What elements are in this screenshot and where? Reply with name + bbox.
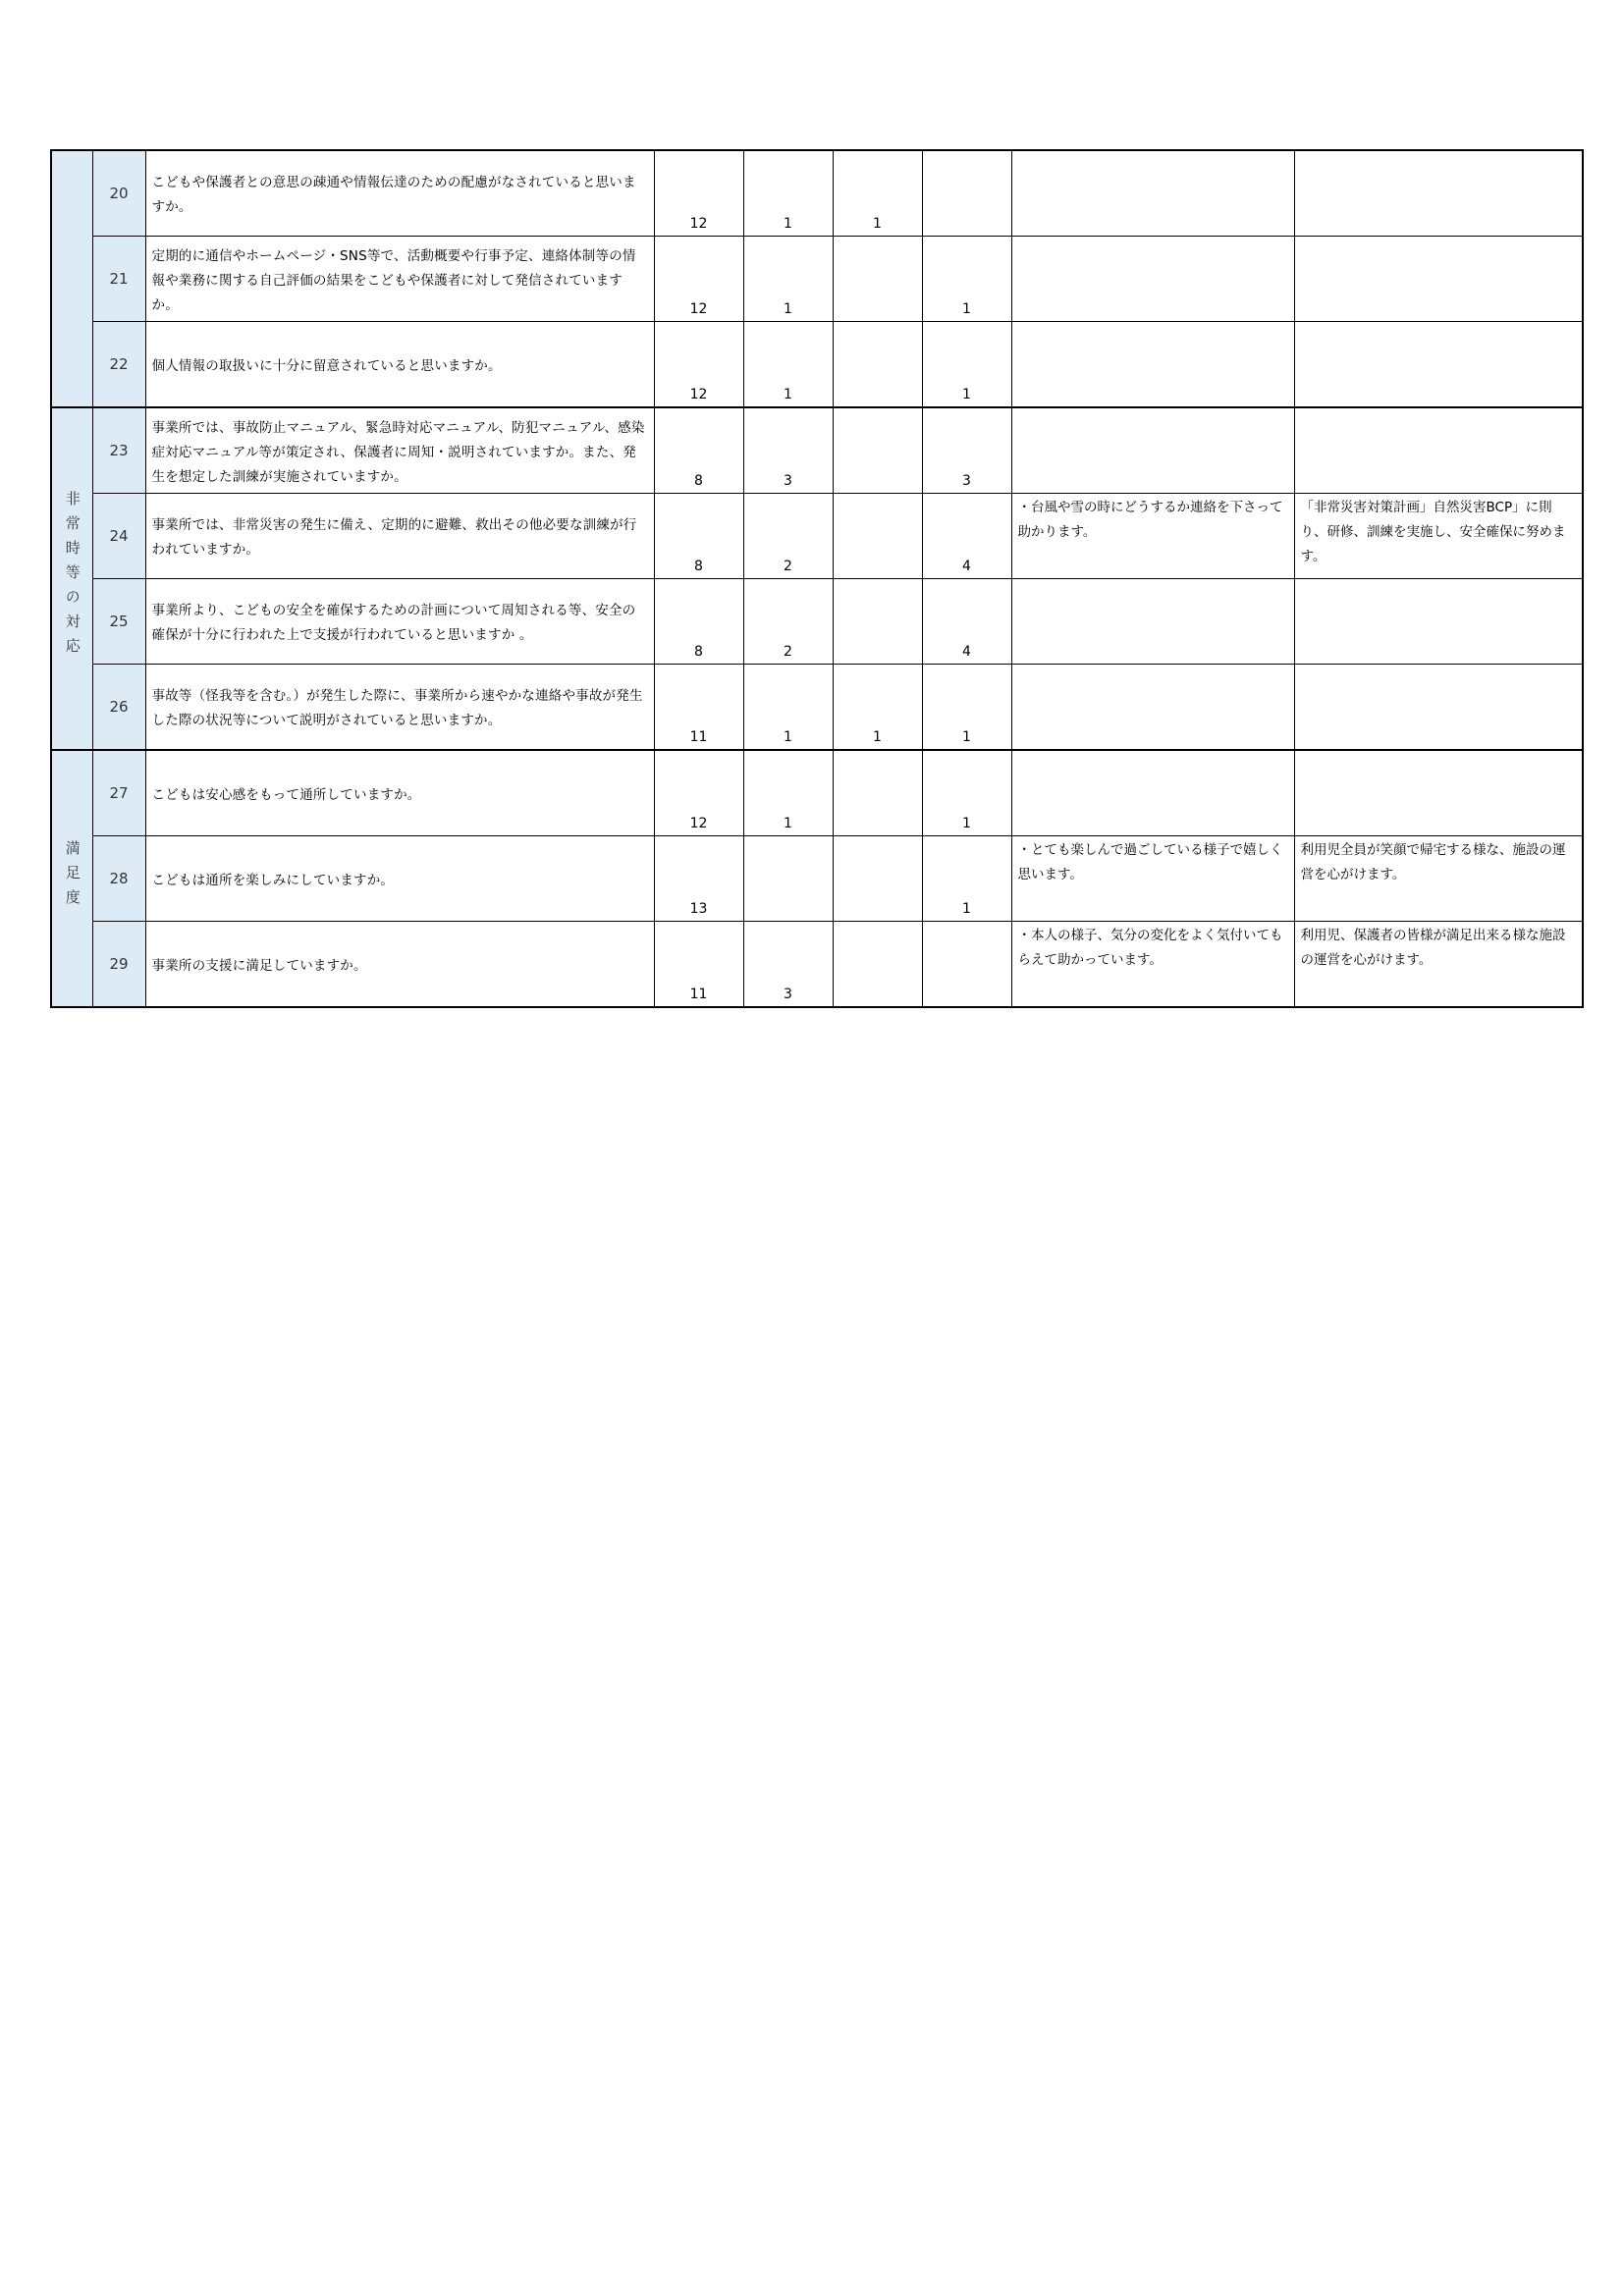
count-unknown	[922, 150, 1011, 237]
count-no	[833, 750, 922, 836]
table-row	[51, 407, 1583, 494]
facility-response: 利用児、保護者の皆様が満足出来る様な施設の運営を心がけます。	[1294, 922, 1583, 1008]
count-yes: 11	[654, 665, 743, 751]
facility-response	[1294, 322, 1583, 408]
count-no	[833, 237, 922, 322]
facility-response: 利用児全員が笑顔で帰宅する様な、施設の運営を心がけます。	[1294, 836, 1583, 922]
count-unknown	[922, 922, 1011, 1008]
count-unknown: 1	[922, 836, 1011, 922]
count-neutral: 2	[743, 579, 833, 665]
row-number: 23	[92, 407, 145, 494]
row-number: 25	[92, 579, 145, 665]
count-no	[833, 494, 922, 579]
facility-response	[1294, 665, 1583, 751]
count-neutral: 3	[743, 922, 833, 1008]
table-row	[51, 836, 1583, 922]
table-row	[51, 150, 1583, 237]
facility-response	[1294, 407, 1583, 494]
count-no	[833, 407, 922, 494]
count-yes: 12	[654, 150, 743, 237]
guardian-comment	[1011, 407, 1294, 494]
guardian-comment	[1011, 237, 1294, 322]
count-unknown: 1	[922, 322, 1011, 408]
row-number: 24	[92, 494, 145, 579]
question-text: 事業所の支援に満足していますか。	[145, 922, 654, 1008]
table-row	[51, 322, 1583, 408]
row-number: 29	[92, 922, 145, 1008]
facility-response	[1294, 750, 1583, 836]
category-cell	[51, 750, 92, 1007]
count-yes: 11	[654, 922, 743, 1008]
count-unknown: 1	[922, 665, 1011, 751]
count-yes: 8	[654, 579, 743, 665]
category-label: 非常時等の対応	[63, 491, 81, 663]
count-neutral: 1	[743, 237, 833, 322]
count-neutral: 1	[743, 322, 833, 408]
question-text: 個人情報の取扱いに十分に留意されていると思いますか。	[145, 322, 654, 408]
facility-response	[1294, 237, 1583, 322]
category-label: 満足度	[63, 839, 81, 914]
row-number: 28	[92, 836, 145, 922]
evaluation-table	[50, 149, 1584, 1008]
guardian-comment	[1011, 750, 1294, 836]
table-row	[51, 579, 1583, 665]
count-unknown: 3	[922, 407, 1011, 494]
count-no: 1	[833, 150, 922, 237]
count-unknown: 1	[922, 750, 1011, 836]
table-row	[51, 750, 1583, 836]
count-no	[833, 836, 922, 922]
row-number: 27	[92, 750, 145, 836]
guardian-comment	[1011, 579, 1294, 665]
guardian-comment	[1011, 322, 1294, 408]
question-text: 事故等（怪我等を含む。）が発生した際に、事業所から速やかな連絡や事故が発生した際の状況等について説明がされていると思いますか。	[145, 665, 654, 751]
count-no: 1	[833, 665, 922, 751]
count-no	[833, 922, 922, 1008]
row-number: 22	[92, 322, 145, 408]
count-neutral: 3	[743, 407, 833, 494]
count-neutral: 1	[743, 750, 833, 836]
guardian-comment	[1011, 150, 1294, 237]
count-yes: 12	[654, 237, 743, 322]
count-yes: 12	[654, 750, 743, 836]
table-row	[51, 922, 1583, 1008]
count-neutral: 1	[743, 150, 833, 237]
table-row	[51, 494, 1583, 579]
count-no	[833, 322, 922, 408]
question-text: 事業所では、事故防止マニュアル、緊急時対応マニュアル、防犯マニュアル、感染症対応マニュアル等が策定され、保護者に周知・説明されていますか。また、発生を想定した訓練が実施されていますか。	[145, 407, 654, 494]
count-neutral	[743, 836, 833, 922]
row-number: 26	[92, 665, 145, 751]
count-no	[833, 579, 922, 665]
guardian-comment: ・本人の様子、気分の変化をよく気付いてもらえて助かっています。	[1011, 922, 1294, 1008]
table-row	[51, 237, 1583, 322]
question-text: 定期的に通信やホームページ・SNS等で、活動概要や行事予定、連絡体制等の情報や業務に関する自己評価の結果をこどもや保護者に対して発信されていますか。	[145, 237, 654, 322]
facility-response	[1294, 579, 1583, 665]
count-yes: 8	[654, 407, 743, 494]
table-row	[51, 665, 1583, 751]
count-yes: 12	[654, 322, 743, 408]
question-text: 事業所では、非常災害の発生に備え、定期的に避難、救出その他必要な訓練が行われていますか。	[145, 494, 654, 579]
count-neutral: 2	[743, 494, 833, 579]
count-neutral: 1	[743, 665, 833, 751]
category-cell	[51, 150, 92, 407]
guardian-comment: ・とても楽しんで過ごしている様子で嬉しく思います。	[1011, 836, 1294, 922]
guardian-comment	[1011, 665, 1294, 751]
guardian-comment: ・台風や雪の時にどうするか連絡を下さって助かります。	[1011, 494, 1294, 579]
count-yes: 13	[654, 836, 743, 922]
question-text: 事業所より、こどもの安全を確保するための計画について周知される等、安全の確保が十分に行われた上で支援が行われていると思いますか 。	[145, 579, 654, 665]
count-yes: 8	[654, 494, 743, 579]
question-text: こどもや保護者との意思の疎通や情報伝達のための配慮がなされていると思いますか。	[145, 150, 654, 237]
facility-response	[1294, 150, 1583, 237]
question-text: こどもは安心感をもって通所していますか。	[145, 750, 654, 836]
count-unknown: 4	[922, 579, 1011, 665]
row-number: 21	[92, 237, 145, 322]
question-text: こどもは通所を楽しみにしていますか。	[145, 836, 654, 922]
facility-response: 「非常災害対策計画」自然災害BCP」に則り、研修、訓練を実施し、安全確保に努めます。	[1294, 494, 1583, 579]
count-unknown: 4	[922, 494, 1011, 579]
count-unknown: 1	[922, 237, 1011, 322]
row-number: 20	[92, 150, 145, 237]
category-cell	[51, 407, 92, 750]
